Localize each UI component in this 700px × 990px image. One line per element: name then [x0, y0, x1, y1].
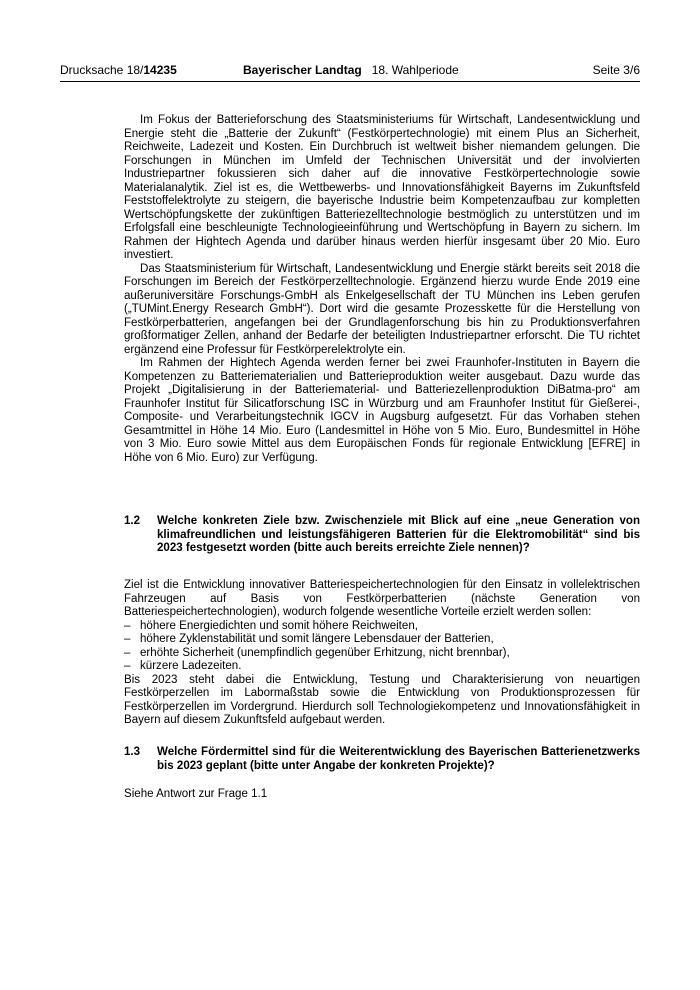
page-number: Seite 3/6	[592, 63, 640, 77]
answer-closing: Bis 2023 steht dabei die Entwicklung, Testung und Charakterisierung von neuartigen Festkörperzellen im Labormaßstab sowie die Entwicklung von Produktionsprozessen für Festkörperzellen im Vordergrund. Hierdurch soll Technologiekompetenz und Innovationsfähigkeit in Bayern auf diesem Zukunftsfeld aufgebaut werden.	[124, 673, 640, 726]
intro-paragraph-2: Das Staatsministerium für Wirtschaft, Landesentwicklung und Energie stärkt bereits seit 2018 die Forschungen im Bereich der Festkörperzelltechnologie. Ergänzend hierzu wurde Ende 2019 eine außeruniversitäre Forschungs-GmbH als Enkelgesellschaft der TU München ins Leben gerufen („TUMint.Energy Research GmbH“). Dort wird die gesamte Prozesskette für die Herstellung von Festkörperbatterien, angefangen bei der Grundlagenforschung bis hin zu Produktionsverfahren großformatiger Zellen, anhand der Bedarfe der beteiligten Industriepartner erforscht. Die TU richtet ergänzend eine Professur für Festkörperelektrolyte ein.	[124, 262, 640, 356]
question-number: 1.3	[124, 746, 141, 758]
answer-1-2	[124, 579, 640, 728]
list-item	[124, 660, 640, 674]
bullet-dash: –	[124, 633, 131, 645]
answer-lead: Ziel ist die Entwicklung innovativer Batteriespeichertechnologien für den Einsatz in vollelektrischen Fahrzeugen auf Basis von Festkörperbatterien (nächste Generation von Batteriespeichertechnologien), wodurch folgende wesentliche Vorteile erzielt werden sollen:	[124, 579, 640, 618]
intro-section	[124, 114, 640, 465]
legislative-period: 18. Wahlperiode	[371, 63, 459, 77]
header-divider	[60, 81, 640, 82]
question-text: Welche konkreten Ziele bzw. Zwischenziele mit Blick auf eine „neue Generation von klimafreundlichen und leistungsfähigeren Batterien für die Elektromobilität“ sind bis 2023 festgesetzt worden (bitte auch bereits erreichte Ziele nennen)?	[157, 515, 640, 554]
bullet-dash: –	[124, 619, 131, 632]
doc-prefix: Drucksache 18/	[60, 63, 144, 77]
parliament-info	[243, 62, 459, 78]
list-item	[124, 633, 640, 647]
bullet-dash: –	[124, 660, 131, 672]
list-item-text: höhere Zyklenstabilität und somit längere Lebensdauer der Batterien,	[140, 633, 494, 645]
document-number	[60, 62, 177, 78]
answer-1-3	[124, 788, 640, 802]
page-header	[60, 62, 640, 78]
list-item-text: kürzere Ladezeiten.	[140, 660, 242, 672]
intro-paragraph-1: Im Fokus der Batterieforschung des Staatsministeriums für Wirtschaft, Landesentwicklung und Energie steht die „Batterie der Zukunft“ (Festkörpertechnologie) mit einem Plus an Sicherheit, Reichweite, Ladezeit und Kosten. Ein Durchbruch ist weltweit bisher niemandem gelungen. Die Forschungen in München im Umfeld der Technischen Universität und der involvierten Industriepartner fokussieren sich daher auf die innovative Festkörpertechnologie sowie Materialanalytik. Ziel ist es, die Wettbewerbs- und Innovationsfähigkeit Bayerns im Zukunftsfeld Feststoffelektrolyte zu steigern, die bayerische Industrie beim Kompetenzaufbau zur kompletten Wertschöpfungskette der zukünftigen Batteriezelltechnologie bestmöglich zu unterstützen und im Erfolgsfall eine beschleunigte Technologieeinführung und Wertschöpfung in Bayern zu sichern. Im Rahmen der Hightech Agenda und darüber hinaus werden hierfür insgesamt über 20 Mio. Euro investiert.	[124, 114, 640, 261]
doc-number: 14235	[143, 63, 177, 77]
bullet-dash: –	[124, 646, 131, 659]
list-item-text: höhere Energiedichten und somit höhere Reichweiten,	[140, 619, 418, 632]
list-item	[124, 647, 640, 661]
list-item	[124, 620, 640, 634]
question-number: 1.2	[124, 515, 141, 527]
question-text: Welche Fördermittel sind für die Weiterentwicklung des Bayerischen Batterienetzwerks bis 2023 geplant (bitte unter Angabe der konkreten Projekte)?	[157, 746, 640, 772]
parliament-name: Bayerischer Landtag	[243, 63, 362, 77]
list-item-text: erhöhte Sicherheit (unempfindlich gegenüber Erhitzung, nicht brennbar),	[140, 646, 510, 659]
answer-text: Siehe Antwort zur Frage 1.1	[124, 788, 268, 800]
advantages-list	[124, 620, 640, 674]
question-1-2-heading	[124, 515, 640, 556]
intro-paragraph-3: Im Rahmen der Hightech Agenda werden ferner bei zwei Fraunhofer-Instituten in Bayern die Kompetenzen zu Batteriematerialien und Batterieproduktion weiter ausgebaut. Dazu wurde das Projekt „Digitalisierung in der Batteriematerial- und Batteriezellenproduktion DiBatma-pro“ am Fraunhofer Institut für Silicatforschung ISC in Würzburg und am Fraunhofer Institut für Gießerei-, Composite- und Verarbeitungstechnik IGCV in Augsburg aufgesetzt. Für das Vorhaben stehen Gesamtmittel in Höhe 14 Mio. Euro (Landesmittel in Höhe von 5 Mio. Euro, Bundesmittel in Höhe von 3 Mio. Euro sowie Mittel aus dem Europäischen Fonds für regionale Entwicklung [EFRE] in Höhe von 6 Mio. Euro) zur Verfügung.	[124, 357, 640, 464]
question-1-3-heading	[124, 746, 640, 773]
